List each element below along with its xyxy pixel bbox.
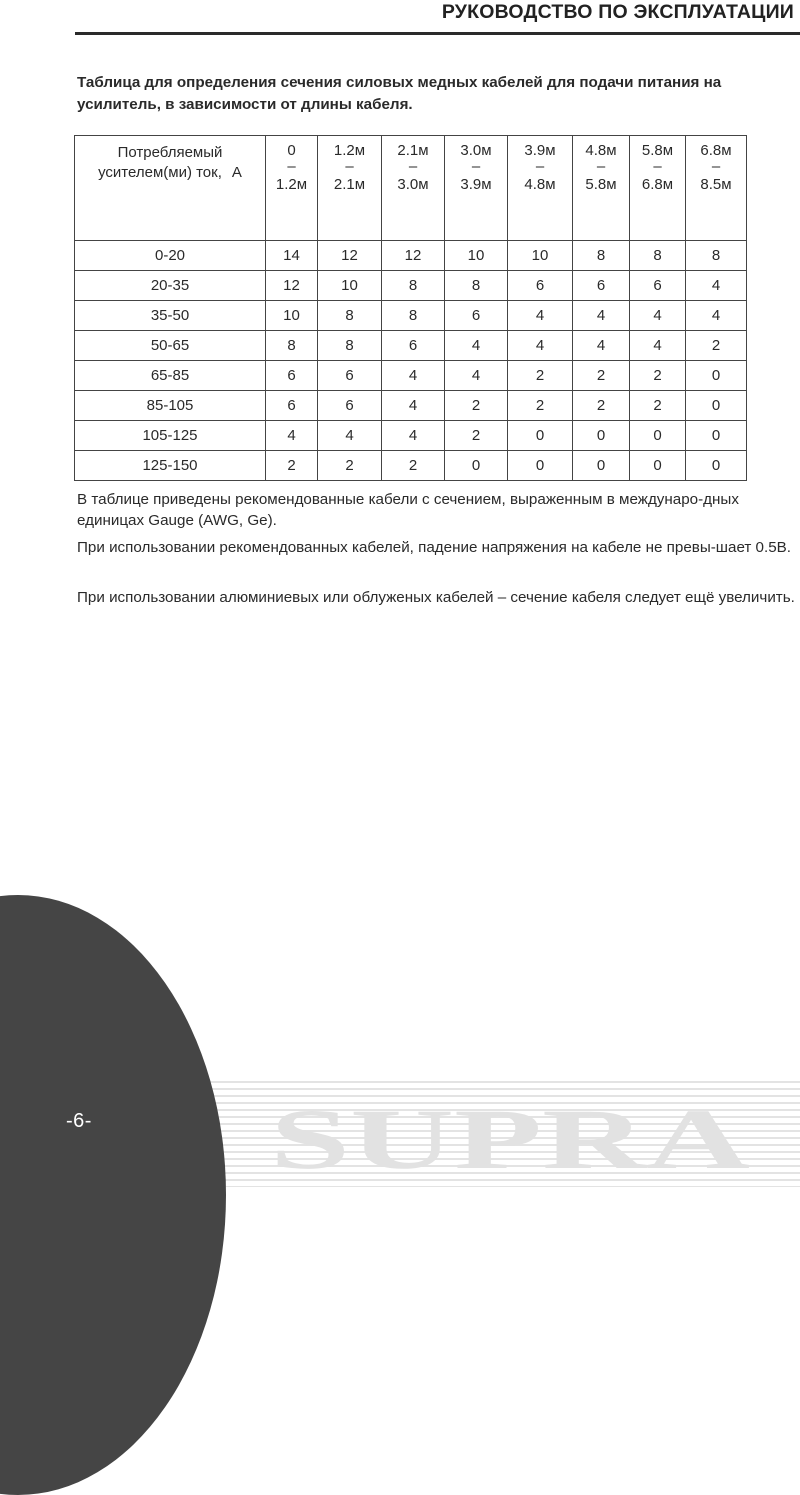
length-header-cell bbox=[573, 136, 630, 241]
note-paragraph-aluminium: При использовании алюминиевых или облуженых кабелей – сечение кабеля следует ещё увеличить. bbox=[77, 589, 795, 606]
gauge-value-cell: 0 bbox=[508, 451, 573, 481]
gauge-value-cell: 2 bbox=[508, 391, 573, 421]
gauge-value-cell: 6 bbox=[573, 271, 630, 301]
current-range-cell: 35-50 bbox=[75, 301, 266, 331]
gauge-value-cell: 4 bbox=[686, 301, 747, 331]
gauge-value-cell: 8 bbox=[445, 271, 508, 301]
gauge-value-cell: 12 bbox=[382, 241, 445, 271]
gauge-value-cell: 6 bbox=[630, 271, 686, 301]
gauge-value-cell: 8 bbox=[382, 301, 445, 331]
gauge-value-cell: 4 bbox=[508, 331, 573, 361]
length-header-to: 2.1м bbox=[333, 176, 366, 193]
length-header-cell bbox=[686, 136, 747, 241]
gauge-value-cell: 2 bbox=[630, 361, 686, 391]
gauge-value-cell: 4 bbox=[445, 361, 508, 391]
table-row bbox=[75, 451, 747, 481]
current-range-cell: 20-35 bbox=[75, 271, 266, 301]
gauge-value-cell: 8 bbox=[382, 271, 445, 301]
gauge-value-cell: 6 bbox=[508, 271, 573, 301]
length-header-to: 6.8м bbox=[641, 176, 674, 193]
gauge-value-cell: 10 bbox=[508, 241, 573, 271]
length-header-to: 3.9м bbox=[460, 176, 492, 193]
length-header-dash: – bbox=[408, 158, 418, 175]
length-header-to: 3.0м bbox=[397, 176, 429, 193]
gauge-value-cell: 0 bbox=[573, 421, 630, 451]
gauge-value-cell: 2 bbox=[445, 391, 508, 421]
gauge-value-cell: 2 bbox=[630, 391, 686, 421]
gauge-value-cell: 6 bbox=[445, 301, 508, 331]
gauge-value-cell: 2 bbox=[573, 391, 630, 421]
gauge-value-cell: 8 bbox=[686, 241, 747, 271]
length-header-from: 3.0м bbox=[460, 142, 492, 159]
gauge-value-cell: 10 bbox=[266, 301, 318, 331]
current-header-cell bbox=[75, 136, 266, 241]
current-range-cell: 0-20 bbox=[75, 241, 266, 271]
length-header-from: 1.2м bbox=[333, 142, 366, 159]
gauge-value-cell: 4 bbox=[266, 421, 318, 451]
cable-gauge-table bbox=[74, 135, 747, 481]
gauge-value-cell: 2 bbox=[573, 361, 630, 391]
length-header-cell bbox=[508, 136, 573, 241]
gauge-value-cell: 0 bbox=[686, 391, 747, 421]
length-header-to: 1.2м bbox=[275, 176, 308, 193]
length-header-dash: – bbox=[287, 158, 296, 175]
gauge-value-cell: 2 bbox=[508, 361, 573, 391]
gauge-value-cell: 4 bbox=[686, 271, 747, 301]
gauge-value-cell: 8 bbox=[318, 331, 382, 361]
gauge-value-cell: 12 bbox=[266, 271, 318, 301]
current-range-cell: 85-105 bbox=[75, 391, 266, 421]
length-header-cell bbox=[445, 136, 508, 241]
gauge-value-cell: 6 bbox=[382, 331, 445, 361]
gauge-value-cell: 0 bbox=[630, 451, 686, 481]
length-header-dash: – bbox=[653, 158, 662, 175]
table-row bbox=[75, 361, 747, 391]
gauge-value-cell: 4 bbox=[573, 331, 630, 361]
footer-circle bbox=[0, 895, 226, 1495]
gauge-value-cell: 6 bbox=[266, 361, 318, 391]
gauge-value-cell: 2 bbox=[445, 421, 508, 451]
table-body bbox=[75, 136, 747, 481]
length-header-dash: – bbox=[596, 158, 606, 175]
gauge-value-cell: 10 bbox=[445, 241, 508, 271]
gauge-value-cell: 0 bbox=[686, 361, 747, 391]
length-header-from: 3.9м bbox=[524, 142, 556, 159]
length-header-to: 5.8м bbox=[585, 176, 617, 193]
gauge-value-cell: 4 bbox=[445, 331, 508, 361]
supra-logo-text: SUPRA bbox=[270, 1098, 750, 1174]
gauge-value-cell: 4 bbox=[382, 391, 445, 421]
gauge-value-cell: 14 bbox=[266, 241, 318, 271]
length-header-from: 4.8м bbox=[585, 142, 617, 159]
gauge-value-cell: 0 bbox=[573, 451, 630, 481]
length-header-cell bbox=[266, 136, 318, 241]
length-header-dash: – bbox=[471, 158, 481, 175]
length-header-cell bbox=[318, 136, 382, 241]
length-header-cell bbox=[630, 136, 686, 241]
length-header-to: 4.8м bbox=[524, 176, 556, 193]
page-number: -6- bbox=[66, 1110, 92, 1132]
gauge-value-cell: 2 bbox=[382, 451, 445, 481]
table-row bbox=[75, 241, 747, 271]
length-header-dash: – bbox=[535, 158, 545, 175]
gauge-value-cell: 8 bbox=[266, 331, 318, 361]
page-header-title: РУКОВОДСТВО ПО ЭКСПЛУАТАЦИИ bbox=[441, 1, 794, 23]
gauge-value-cell: 10 bbox=[318, 271, 382, 301]
gauge-value-cell: 6 bbox=[318, 391, 382, 421]
supra-logo bbox=[270, 1098, 760, 1174]
gauge-value-cell: 0 bbox=[686, 421, 747, 451]
gauge-value-cell: 8 bbox=[630, 241, 686, 271]
current-range-cell: 65-85 bbox=[75, 361, 266, 391]
note-paragraph-gauge: В таблице приведены рекомендованные кабели с сечением, выраженным в междунаро-дных единицах Gauge (AWG, Ge). bbox=[77, 491, 739, 529]
header-rule bbox=[75, 32, 800, 35]
length-header-from: 2.1м bbox=[397, 142, 429, 159]
length-header-from: 5.8м bbox=[641, 142, 674, 159]
current-range-cell: 105-125 bbox=[75, 421, 266, 451]
gauge-value-cell: 0 bbox=[508, 421, 573, 451]
gauge-value-cell: 2 bbox=[686, 331, 747, 361]
table-row bbox=[75, 421, 747, 451]
note-paragraph-voltage-drop: При использовании рекомендованных кабелей, падение напряжения на кабеле не превы-шает 0.5В. bbox=[77, 539, 792, 556]
table-row bbox=[75, 331, 747, 361]
current-range-cell: 125-150 bbox=[75, 451, 266, 481]
gauge-value-cell: 6 bbox=[266, 391, 318, 421]
length-header-dash: – bbox=[345, 158, 354, 175]
table-row bbox=[75, 271, 747, 301]
gauge-value-cell: 2 bbox=[318, 451, 382, 481]
current-unit-label: А bbox=[231, 164, 242, 181]
gauge-value-cell: 4 bbox=[630, 301, 686, 331]
table-row bbox=[75, 391, 747, 421]
gauge-value-cell: 2 bbox=[266, 451, 318, 481]
gauge-value-cell: 0 bbox=[445, 451, 508, 481]
gauge-value-cell: 8 bbox=[318, 301, 382, 331]
current-range-cell: 50-65 bbox=[75, 331, 266, 361]
table-header-row bbox=[75, 136, 747, 241]
length-header-from: 0 bbox=[287, 142, 296, 159]
table-row bbox=[75, 301, 747, 331]
gauge-value-cell: 4 bbox=[382, 421, 445, 451]
gauge-value-cell: 0 bbox=[686, 451, 747, 481]
length-header-to: 8.5м bbox=[700, 176, 732, 193]
gauge-value-cell: 4 bbox=[382, 361, 445, 391]
gauge-value-cell: 8 bbox=[573, 241, 630, 271]
gauge-value-cell: 4 bbox=[318, 421, 382, 451]
gauge-value-cell: 12 bbox=[318, 241, 382, 271]
gauge-value-cell: 4 bbox=[573, 301, 630, 331]
current-header-label: Потребляемый усителем(ми) ток, bbox=[98, 144, 223, 181]
length-header-from: 6.8м bbox=[700, 142, 732, 159]
gauge-value-cell: 0 bbox=[630, 421, 686, 451]
gauge-value-cell: 4 bbox=[630, 331, 686, 361]
gauge-value-cell: 6 bbox=[318, 361, 382, 391]
length-header-dash: – bbox=[711, 158, 721, 175]
length-header-cell bbox=[382, 136, 445, 241]
gauge-value-cell: 4 bbox=[508, 301, 573, 331]
table-caption: Таблица для определения сечения силовых медных кабелей для подачи питания на усилитель, в зависимости от длины кабеля. bbox=[77, 74, 722, 113]
